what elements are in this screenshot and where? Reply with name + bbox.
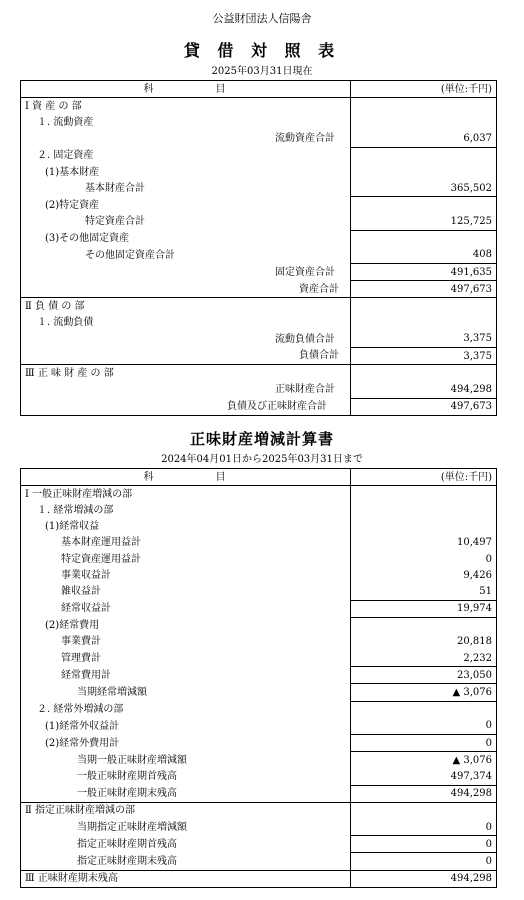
- table-row: [21, 147, 497, 164]
- row-value: 497,673: [351, 398, 497, 415]
- row-value: 3,375: [351, 348, 497, 365]
- row-label: (2)特定資産: [21, 197, 351, 214]
- table-row: [21, 519, 497, 535]
- row-label: 当期経常増減額: [21, 684, 351, 701]
- table-row: [21, 617, 497, 634]
- table-row: [21, 853, 497, 870]
- row-label: Ⅱ 負 債 の 部: [21, 298, 351, 315]
- row-value: [351, 164, 497, 180]
- table-row: [21, 752, 497, 769]
- row-value: [351, 114, 497, 130]
- organization-name: 公益財団法人信陽舎: [212, 12, 312, 25]
- row-value: [351, 519, 497, 535]
- row-value: [351, 486, 497, 503]
- row-label: 負債合計: [21, 348, 351, 365]
- row-value: 365,502: [351, 180, 497, 197]
- table-row: [21, 735, 497, 752]
- row-label: 当期指定正味財産増減額: [21, 819, 351, 836]
- row-label: 雑収益計: [21, 583, 351, 600]
- row-value: 0: [351, 819, 497, 836]
- table-row: [21, 281, 497, 298]
- balance-sheet-date: 2025年03月31日現在: [211, 66, 313, 77]
- row-label: 流動負債合計: [21, 331, 351, 348]
- row-value: [351, 147, 497, 164]
- row-label: Ⅰ 一般正味財産増減の部: [21, 486, 351, 503]
- row-label: 特定資産合計: [21, 214, 351, 231]
- table-header-row: [21, 469, 497, 486]
- row-label: １. 経常増減の部: [21, 502, 351, 518]
- row-label: (2)経常費用: [21, 617, 351, 634]
- unit-header: (単位:千円): [351, 469, 497, 486]
- row-label: (1)経常外収益計: [21, 718, 351, 735]
- row-value: 0: [351, 718, 497, 735]
- row-value: 497,673: [351, 281, 497, 298]
- table-row: [21, 634, 497, 650]
- table-row: [21, 836, 497, 853]
- row-label: １. 流動資産: [21, 114, 351, 130]
- row-value: 9,426: [351, 567, 497, 583]
- table-row: [21, 331, 497, 348]
- row-value: 494,298: [351, 381, 497, 398]
- row-value: 0: [351, 853, 497, 870]
- row-value: 0: [351, 836, 497, 853]
- row-label: 管理費計: [21, 650, 351, 667]
- row-value: 19,974: [351, 600, 497, 617]
- row-label: 経常収益計: [21, 600, 351, 617]
- table-row: [21, 298, 497, 315]
- row-label: (2)経常外費用計: [21, 735, 351, 752]
- table-row: [21, 667, 497, 684]
- row-label: 指定正味財産期首残高: [21, 836, 351, 853]
- unit-header: (単位:千円): [351, 81, 497, 98]
- table-row: [21, 768, 497, 785]
- row-value: [351, 98, 497, 115]
- row-label: ２. 経常外増減の部: [21, 701, 351, 718]
- row-value: [351, 197, 497, 214]
- row-value: [351, 315, 497, 331]
- table-row: [21, 264, 497, 281]
- row-value: 0: [351, 551, 497, 567]
- row-label: 当期一般正味財産増減額: [21, 752, 351, 769]
- row-label: 特定資産運用益計: [21, 551, 351, 567]
- table-row: [21, 230, 497, 247]
- table-row: [21, 98, 497, 115]
- row-value: 23,050: [351, 667, 497, 684]
- table-row: [21, 164, 497, 180]
- table-row: [21, 381, 497, 398]
- row-value: 491,635: [351, 264, 497, 281]
- table-row: [21, 583, 497, 600]
- table-row: [21, 870, 497, 887]
- row-value: 497,374: [351, 768, 497, 785]
- table-row: [21, 247, 497, 264]
- row-value: [351, 617, 497, 634]
- row-label: 基本財産合計: [21, 180, 351, 197]
- row-label: Ⅰ 資 産 の 部: [21, 98, 351, 115]
- row-value: 51: [351, 583, 497, 600]
- table-row: [21, 502, 497, 518]
- row-label: ２. 固定資産: [21, 147, 351, 164]
- subject-header: 科 目: [21, 469, 351, 486]
- row-value: 2,232: [351, 650, 497, 667]
- row-label: その他固定資産合計: [21, 247, 351, 264]
- row-value: 6,037: [351, 131, 497, 148]
- row-label: 流動資産合計: [21, 131, 351, 148]
- row-label: 資産合計: [21, 281, 351, 298]
- table-row: [21, 785, 497, 802]
- table-row: [21, 214, 497, 231]
- row-value: ▲ 3,076: [351, 684, 497, 701]
- row-label: (3)その他固定資産: [21, 230, 351, 247]
- table-row: [21, 551, 497, 567]
- row-label: (1)基本財産: [21, 164, 351, 180]
- row-label: １. 流動負債: [21, 315, 351, 331]
- row-label: 一般正味財産期末残高: [21, 785, 351, 802]
- row-value: 494,298: [351, 785, 497, 802]
- row-value: [351, 502, 497, 518]
- table-header-row: [21, 81, 497, 98]
- subject-header: 科 目: [21, 81, 351, 98]
- row-value: 3,375: [351, 331, 497, 348]
- table-row: [21, 486, 497, 503]
- row-value: [351, 230, 497, 247]
- net-assets-statement-table: [20, 468, 497, 888]
- row-label: Ⅱ 指定正味財産増減の部: [21, 802, 351, 819]
- row-label: 負債及び正味財産合計: [21, 398, 351, 415]
- row-value: [351, 701, 497, 718]
- row-label: 経常費用計: [21, 667, 351, 684]
- net-assets-statement-title: 正味財産増減計算書: [189, 430, 334, 448]
- table-row: [21, 365, 497, 382]
- table-row: [21, 315, 497, 331]
- row-value: [351, 365, 497, 382]
- table-row: [21, 650, 497, 667]
- row-label: 事業費計: [21, 634, 351, 650]
- table-row: [21, 398, 497, 415]
- row-value: 0: [351, 735, 497, 752]
- table-row: [21, 567, 497, 583]
- balance-sheet-table: [20, 80, 497, 416]
- table-row: [21, 114, 497, 130]
- table-row: [21, 197, 497, 214]
- row-value: 10,497: [351, 535, 497, 551]
- row-label: 一般正味財産期首残高: [21, 768, 351, 785]
- table-row: [21, 131, 497, 148]
- row-label: Ⅲ 正 味 財 産 の 部: [21, 365, 351, 382]
- table-row: [21, 684, 497, 701]
- balance-sheet-title: 貸 借 対 照 表: [183, 41, 341, 60]
- table-row: [21, 180, 497, 197]
- row-label: Ⅲ 正味財産期末残高: [21, 870, 351, 887]
- table-row: [21, 802, 497, 819]
- net-assets-statement-period: 2024年04月01日から2025年03月31日まで: [161, 454, 363, 465]
- row-value: [351, 298, 497, 315]
- table-row: [21, 718, 497, 735]
- row-label: 基本財産運用益計: [21, 535, 351, 551]
- table-row: [21, 701, 497, 718]
- row-label: (1)経常収益: [21, 519, 351, 535]
- row-label: 正味財産合計: [21, 381, 351, 398]
- table-row: [21, 348, 497, 365]
- row-label: 指定正味財産期末残高: [21, 853, 351, 870]
- row-value: 408: [351, 247, 497, 264]
- table-row: [21, 819, 497, 836]
- row-value: ▲ 3,076: [351, 752, 497, 769]
- row-value: [351, 802, 497, 819]
- row-label: 事業収益計: [21, 567, 351, 583]
- table-row: [21, 600, 497, 617]
- row-label: 固定資産合計: [21, 264, 351, 281]
- row-value: 125,725: [351, 214, 497, 231]
- row-value: 20,818: [351, 634, 497, 650]
- row-value: 494,298: [351, 870, 497, 887]
- table-row: [21, 535, 497, 551]
